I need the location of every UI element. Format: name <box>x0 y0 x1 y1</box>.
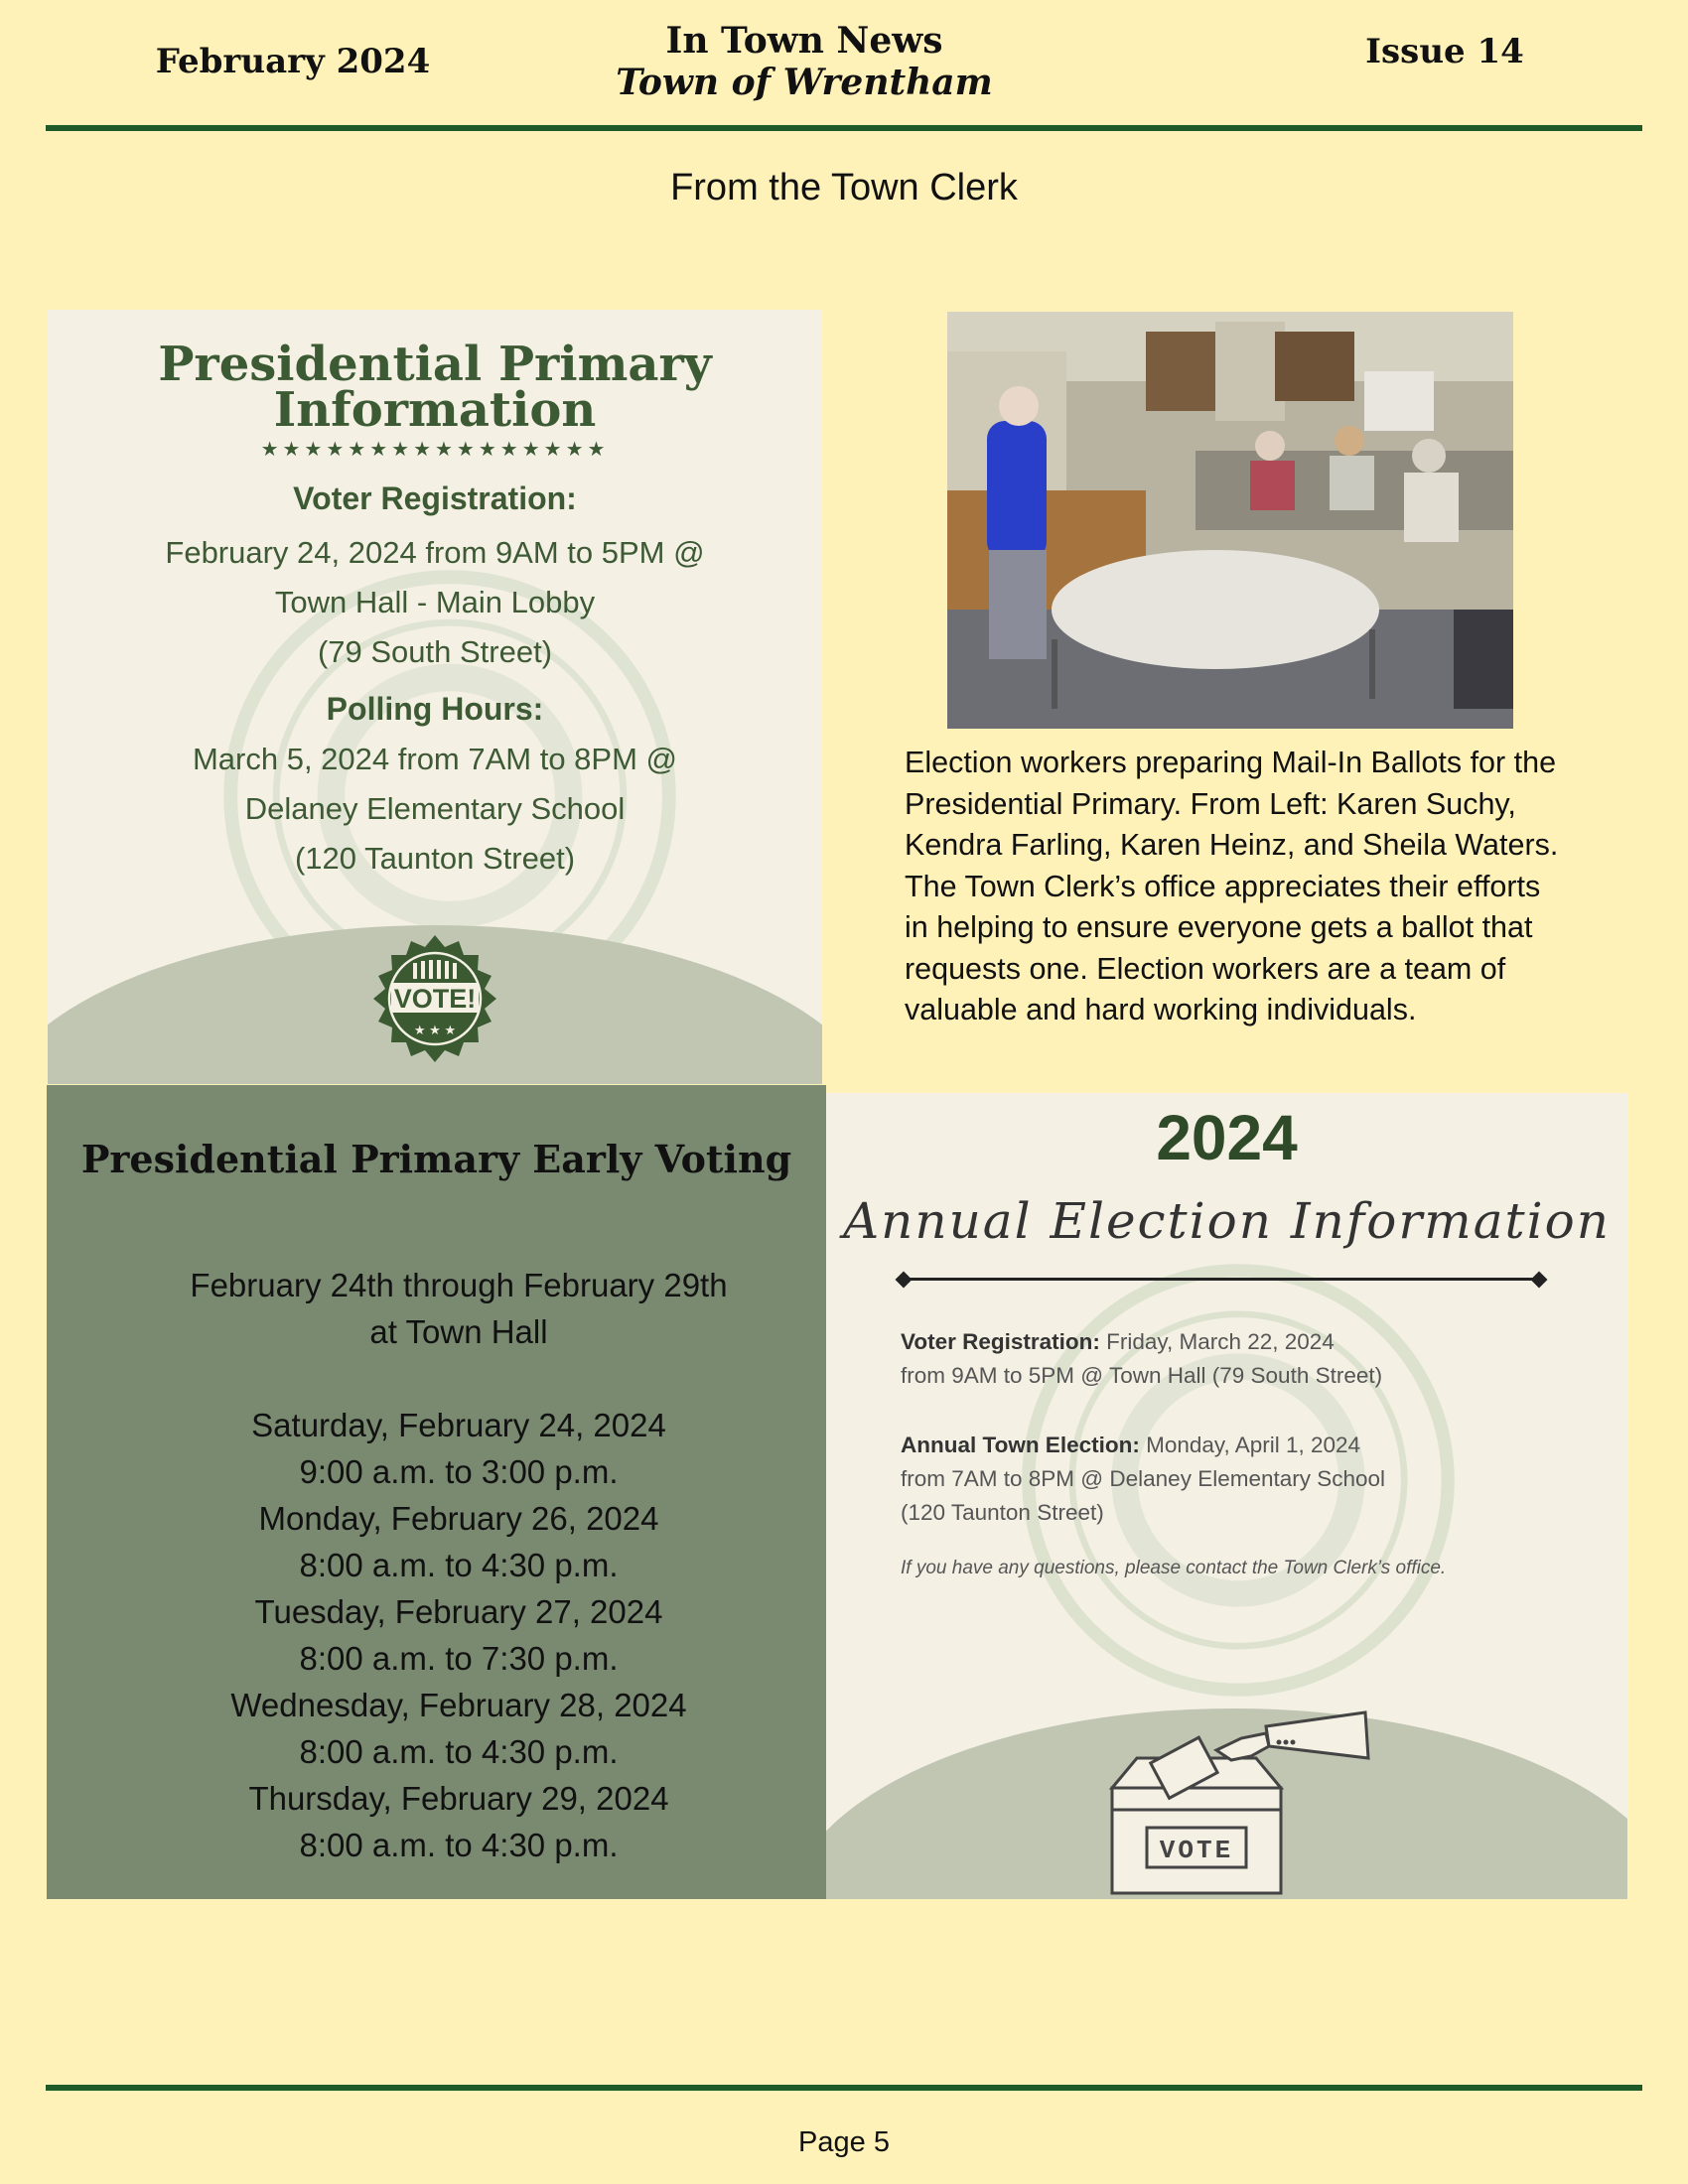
early-voting-date-range: February 24th through February 29th <box>190 1267 728 1303</box>
primary-info-flyer <box>48 310 822 1084</box>
polling-hours-heading: Polling Hours: <box>326 691 544 727</box>
annual-registration-date: Friday, March 22, 2024 <box>1099 1329 1335 1354</box>
annual-contact-note: If you have any questions, please contact the Town Clerk’s office. <box>901 1558 1447 1578</box>
primary-flyer-title-line2: Information <box>273 382 597 438</box>
annual-town-election <box>901 1429 1596 1530</box>
polling-hours-details <box>48 735 822 884</box>
svg-text:★ ★ ★: ★ ★ ★ <box>413 1023 457 1037</box>
divider-diamond-left <box>896 1272 913 1289</box>
annual-election-label: Annual Town Election: <box>901 1433 1140 1457</box>
schedule-day: Saturday, February 24, 2024 <box>251 1407 666 1443</box>
divider-diamond-right <box>1531 1272 1548 1289</box>
annual-registration-label: Voter Registration: <box>901 1329 1100 1354</box>
schedule-hours: 8:00 a.m. to 4:30 p.m. <box>299 1547 619 1583</box>
annual-flyer-title: Annual Election Information <box>843 1192 1611 1250</box>
schedule-hours: 8:00 a.m. to 7:30 p.m. <box>299 1640 619 1677</box>
voter-registration-line3: (79 South Street) <box>317 634 553 669</box>
voter-registration-line1: February 24, 2024 from 9AM to 5PM @ <box>165 535 705 570</box>
newsletter-title <box>556 20 1053 103</box>
newsletter-town: Town of Wrentham <box>616 62 993 103</box>
voter-registration-details <box>48 528 822 677</box>
schedule-day: Thursday, February 29, 2024 <box>248 1780 669 1817</box>
issue-number: Issue 14 <box>1365 32 1524 71</box>
issue-date: February 2024 <box>155 42 431 81</box>
vote-badge-icon <box>367 933 502 1068</box>
ballot-box-icon <box>1092 1699 1380 1897</box>
early-voting-title: Presidential Primary Early Voting <box>80 1137 792 1181</box>
schedule-hours: 8:00 a.m. to 4:30 p.m. <box>299 1827 619 1863</box>
primary-flyer-title <box>48 337 822 438</box>
stars-divider: ★★★★★★★★★★★★★★★★ <box>260 439 610 461</box>
footer-divider <box>46 2085 1642 2091</box>
election-workers-photo <box>947 312 1513 729</box>
polling-line3: (120 Taunton Street) <box>294 841 576 876</box>
schedule-hours: 9:00 a.m. to 3:00 p.m. <box>299 1453 619 1490</box>
early-voting-schedule <box>47 1262 871 1868</box>
section-title: From the Town Clerk <box>670 167 1018 208</box>
annual-election-date: Monday, April 1, 2024 <box>1139 1433 1361 1457</box>
annual-election-detail1: from 7AM to 8PM @ Delaney Elementary School <box>901 1466 1386 1491</box>
annual-voter-registration <box>901 1325 1596 1393</box>
page-number: Page 5 <box>798 2126 890 2158</box>
annual-election-flyer <box>826 1093 1627 1899</box>
schedule-hours: 8:00 a.m. to 4:30 p.m. <box>299 1733 619 1770</box>
schedule-day: Wednesday, February 28, 2024 <box>230 1687 687 1723</box>
early-voting-location: at Town Hall <box>369 1313 548 1350</box>
title-divider <box>904 1278 1539 1281</box>
schedule-day: Tuesday, February 27, 2024 <box>254 1593 663 1630</box>
polling-line1: March 5, 2024 from 7AM to 8PM @ <box>192 742 678 776</box>
early-voting-panel <box>47 1085 826 1899</box>
annual-registration-detail: from 9AM to 5PM @ Town Hall (79 South Street) <box>901 1363 1383 1388</box>
annual-flyer-year: 2024 <box>1156 1102 1298 1173</box>
newsletter-name: In Town News <box>665 20 943 62</box>
header-divider <box>46 125 1642 131</box>
voter-registration-heading: Voter Registration: <box>293 480 577 516</box>
svg-text:VOTE!: VOTE! <box>393 984 477 1014</box>
polling-line2: Delaney Elementary School <box>244 791 626 826</box>
annual-election-detail2: (120 Taunton Street) <box>901 1500 1104 1525</box>
photo-caption: Election workers preparing Mail-In Ballots for the Presidential Primary. From Left: Karen Suchy, Kendra Farling, Karen Heinz, and Sheila Waters. The Town Clerk’s office appreciates their efforts in helping to ensure everyone gets a ballot that requests one. Election workers are a team of valuable and hard working individuals. <box>905 746 1559 1026</box>
schedule-day: Monday, February 26, 2024 <box>258 1500 659 1537</box>
voter-registration-line2: Town Hall - Main Lobby <box>274 585 596 619</box>
primary-flyer-title-line1: Presidential Primary <box>158 337 712 392</box>
svg-text:VOTE: VOTE <box>1159 1836 1234 1865</box>
